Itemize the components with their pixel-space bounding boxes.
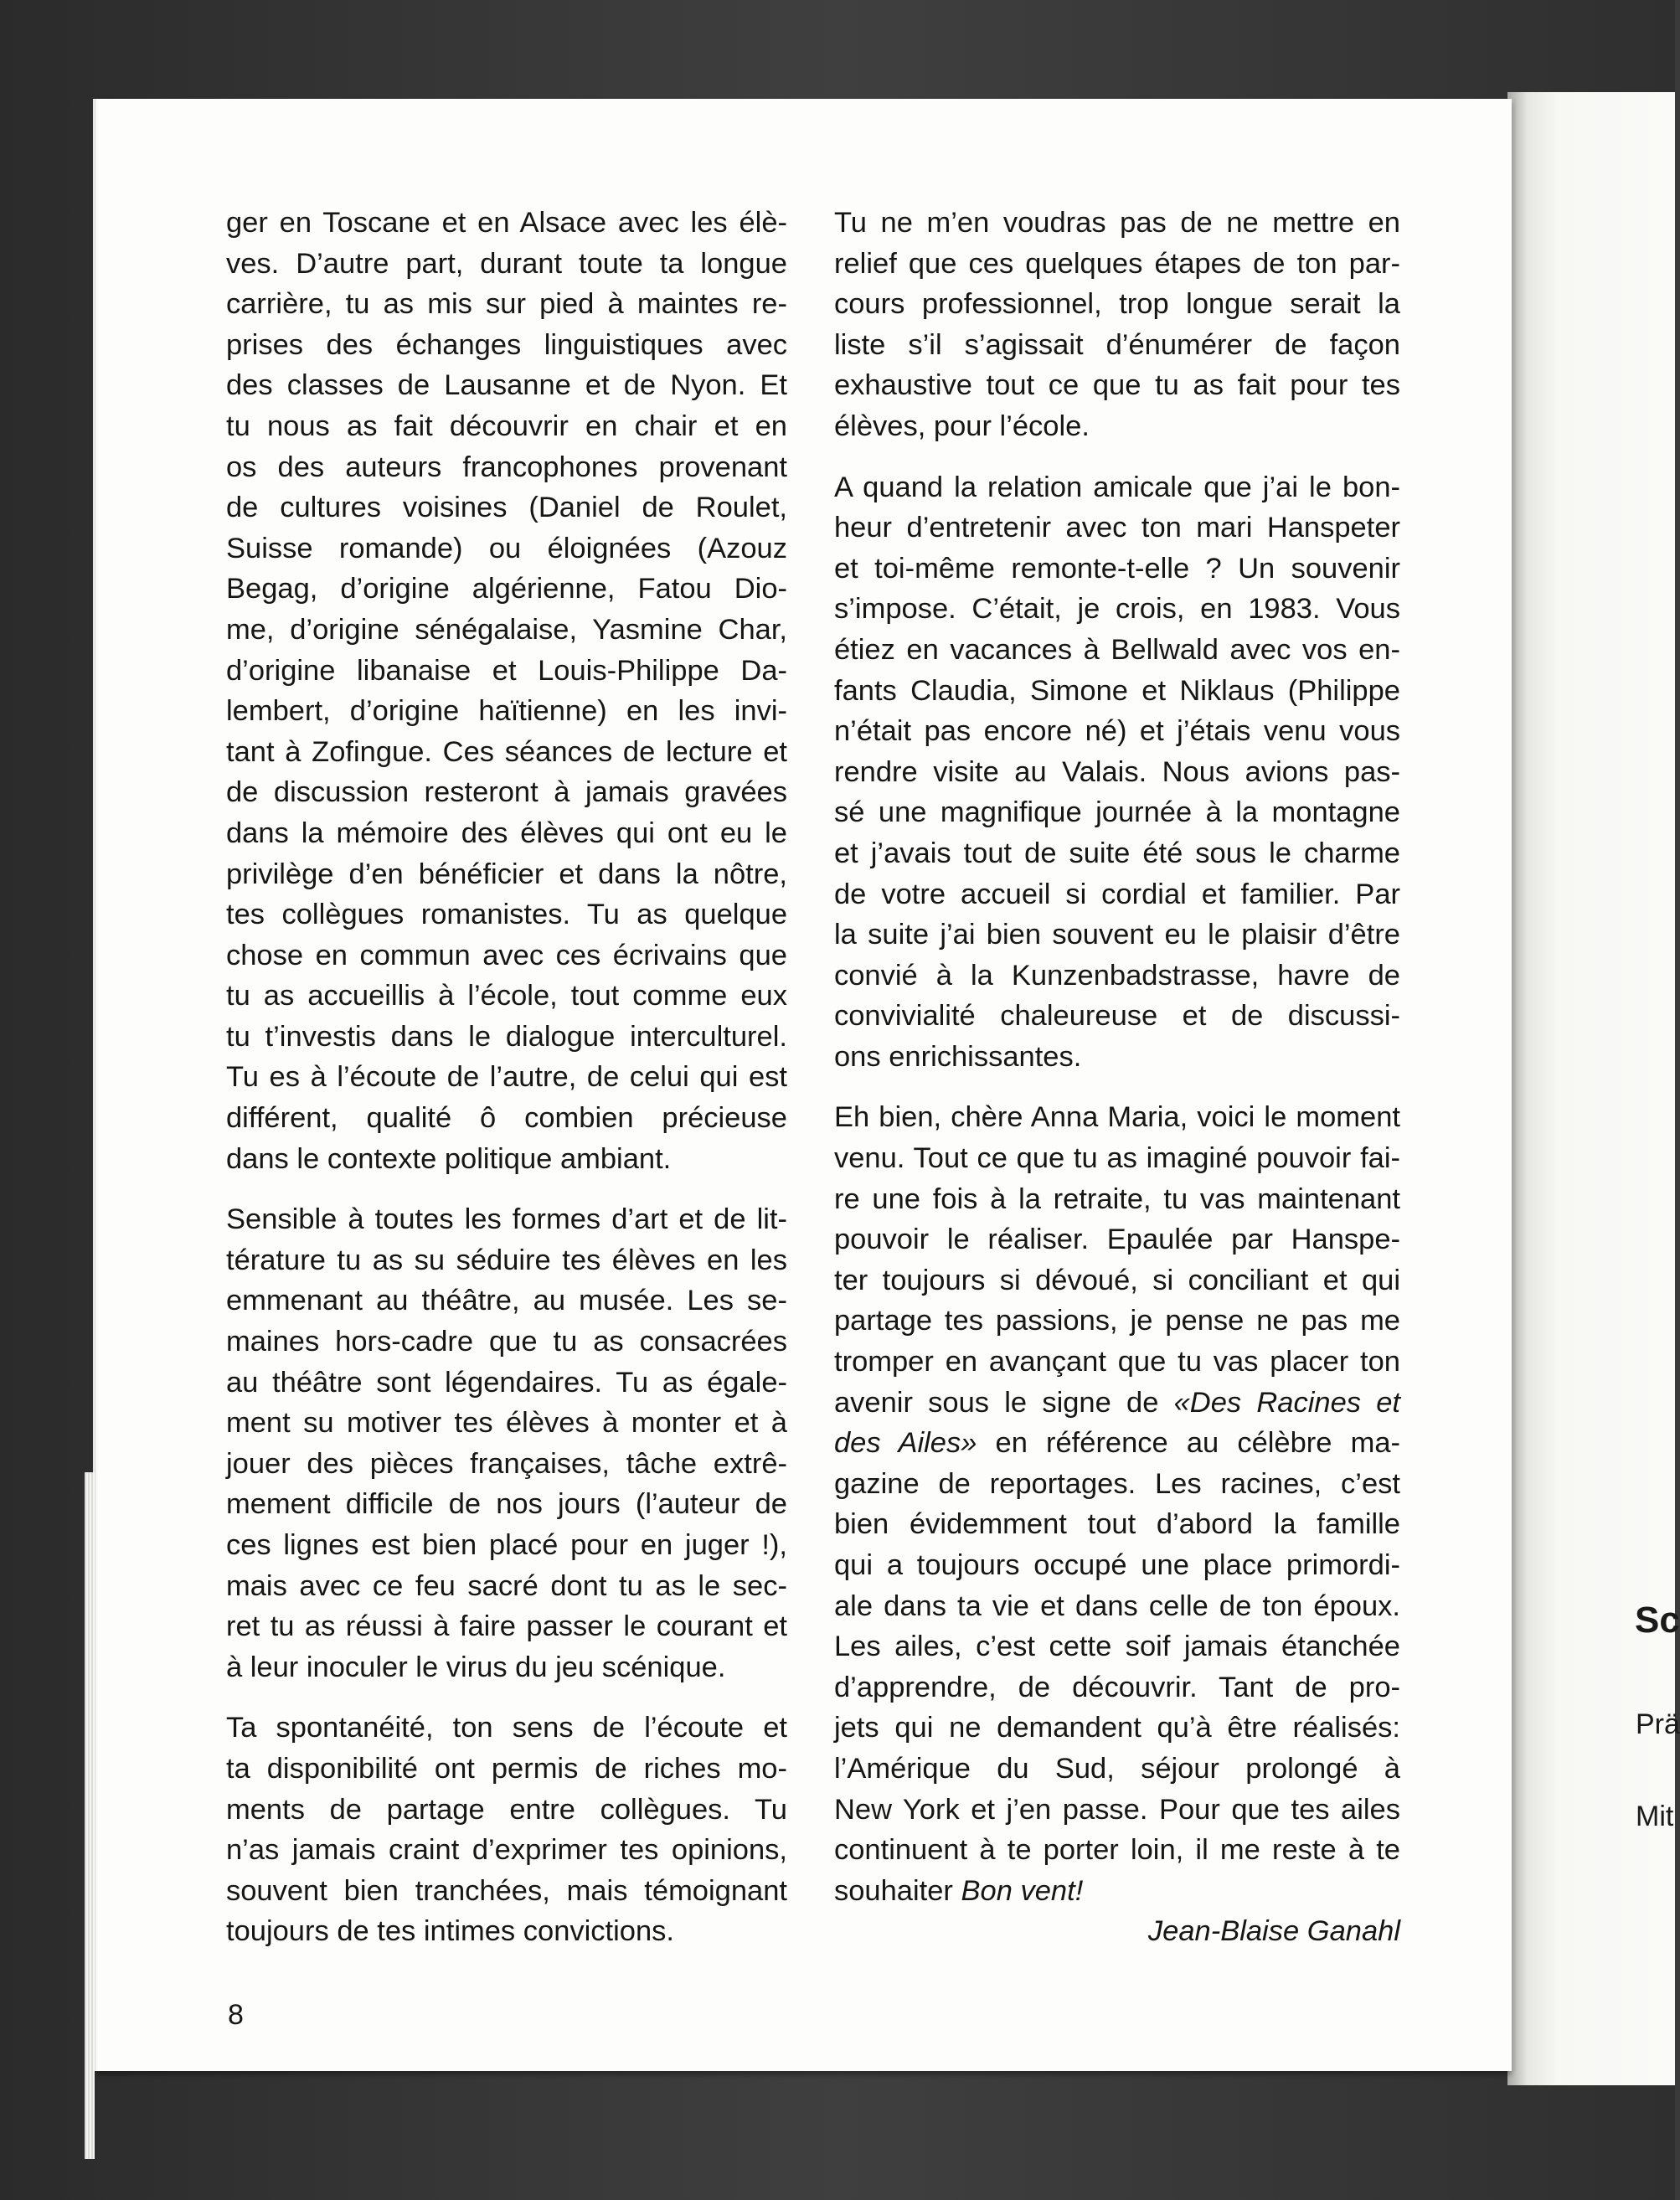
- text-line: convivialité chaleureuse et de discussi-: [834, 1000, 1400, 1033]
- text-line: d’origine libanaise et Louis-Philippe Da-: [226, 654, 787, 687]
- text-line: tromper en avançant que tu vas placer ton: [834, 1346, 1400, 1378]
- text-line: maines hors-cadre que tu as consacrées: [226, 1326, 787, 1358]
- text-line: au théâtre sont légendaires. Tu as égale-: [226, 1366, 787, 1399]
- text-line: chose en commun avec ces écrivains que: [226, 939, 787, 971]
- text-line: élèves, pour l’école.: [834, 410, 1090, 442]
- text-line: ret tu as réussi à faire passer le courant et: [226, 1610, 787, 1643]
- text-line: relief que ces quelques étapes de ton par-: [834, 247, 1400, 280]
- text-line: gazine de reportages. Les racines, c’est: [834, 1467, 1400, 1500]
- text-line: tu t’investis dans le dialogue interculturel.: [226, 1020, 787, 1053]
- text-line: lembert, d’origine haïtienne) en les invi-: [226, 695, 787, 728]
- paragraph: [834, 1097, 1400, 1911]
- text-line: New York et j’en passe. Pour que tes ailes: [834, 1793, 1400, 1826]
- text-line: rendre visite au Valais. Nous avions pas-: [834, 755, 1400, 788]
- text-line: partage tes passions, je pense ne pas me: [834, 1305, 1400, 1337]
- text-line: Eh bien, chère Anna Maria, voici le moment: [834, 1101, 1400, 1134]
- text-line: d’apprendre, de découvrir. Tant de pro-: [834, 1671, 1400, 1703]
- facing-page-text-fragment: Mit: [1636, 1801, 1674, 1832]
- text-line: fants Claudia, Simone et Niklaus (Philippe: [834, 674, 1400, 707]
- text-line: s’impose. C’était, je crois, en 1983. Vous: [834, 593, 1400, 626]
- text-line: à leur inoculer le virus du jeu scénique.: [226, 1651, 726, 1683]
- text-line: ger en Toscane et en Alsace avec les élè-: [226, 207, 787, 239]
- text-line: de discussion resteront à jamais gravées: [226, 776, 787, 809]
- text-line: des classes de Lausanne et de Nyon. Et: [226, 369, 787, 402]
- text-line: térature tu as su séduire tes élèves en les: [226, 1244, 787, 1276]
- text-line: souhaiter Bon vent!: [834, 1874, 1084, 1907]
- right-column: [834, 203, 1400, 1952]
- author-signature: Jean-Blaise Ganahl: [1147, 1915, 1400, 1948]
- text-line: et j’avais tout de suite été sous le charme: [834, 837, 1400, 869]
- text-line: souvent bien tranchées, mais témoignant: [226, 1874, 787, 1907]
- text-line: l’Amérique du Sud, séjour prolongé à: [834, 1752, 1400, 1785]
- text-line: continuent à te porter loin, il me reste à te: [834, 1834, 1400, 1867]
- text-line: dans la mémoire des élèves qui ont eu le: [226, 817, 787, 849]
- text-line: ale dans ta vie et dans celle de ton époux.: [834, 1589, 1400, 1622]
- text-line: de cultures voisines (Daniel de Roulet,: [226, 492, 787, 524]
- text-line: Tu es à l’écoute de l’autre, de celui qui est: [226, 1061, 787, 1094]
- text-line: emmenant au théâtre, au musée. Les se-: [226, 1285, 787, 1317]
- text-line: qui a toujours occupé une place primordi-: [834, 1549, 1400, 1581]
- text-line: re une fois à la retraite, tu vas maintenant: [834, 1182, 1400, 1215]
- text-line: prises des échanges linguistiques avec: [226, 328, 787, 361]
- text-line: étiez en vacances à Bellwald avec vos en-: [834, 633, 1400, 666]
- text-line: tu as accueillis à l’école, tout comme eux: [226, 980, 787, 1012]
- paragraph: [226, 203, 787, 1179]
- paragraph: [834, 467, 1400, 1078]
- text-line: liste s’il s’agissait d’énumérer de façon: [834, 328, 1400, 361]
- text-line: ons enrichissantes.: [834, 1040, 1082, 1073]
- text-line: différent, qualité ô combien précieuse: [226, 1102, 787, 1135]
- text-line: exhaustive tout ce que tu as fait pour tes: [834, 369, 1400, 402]
- text-line: n’était pas encore né) et j’étais venu vous: [834, 715, 1400, 748]
- text-line: de votre accueil si cordial et familier. Par: [834, 878, 1400, 910]
- text-line: heur d’entretenir avec ton mari Hanspeter: [834, 512, 1400, 544]
- text-line: ves. D’autre part, durant toute ta longue: [226, 247, 787, 280]
- text-line: carrière, tu as mis sur pied à maintes re-: [226, 288, 787, 321]
- text-line: A quand la relation amicale que j’ai le bon-: [834, 471, 1400, 503]
- text-line: tes collègues romanistes. Tu as quelque: [226, 899, 787, 931]
- text-line: ter toujours si dévoué, si conciliant et qui: [834, 1264, 1400, 1296]
- text-line: des Ailes» en référence au célèbre ma-: [834, 1427, 1400, 1460]
- facing-page-text-fragment: Prä: [1636, 1708, 1680, 1740]
- paragraph: [226, 1708, 787, 1952]
- text-line: mement difficile de nos jours (l’auteur de: [226, 1488, 787, 1521]
- facing-page: [1507, 92, 1680, 2085]
- text-line: ments de partage entre collègues. Tu: [226, 1793, 787, 1826]
- text-line: n’as jamais craint d’exprimer tes opinions,: [226, 1834, 787, 1867]
- facing-page-heading-fragment: Sc: [1635, 1600, 1680, 1641]
- text-line: Ta spontanéité, ton sens de l’écoute et: [226, 1712, 787, 1744]
- text-line: et toi-même remonte-t-elle ? Un souvenir: [834, 552, 1400, 585]
- text-line: sé une magnifique journée à la montagne: [834, 796, 1400, 829]
- text-line: jets qui ne demandent qu’à être réalisés:: [834, 1712, 1400, 1744]
- paragraph: [834, 203, 1400, 447]
- page-number: 8: [228, 1999, 244, 2031]
- text-line: ta disponibilité ont permis de riches mo-: [226, 1752, 787, 1785]
- text-line: pouvoir le réaliser. Epaulée par Hanspe-: [834, 1224, 1400, 1256]
- text-line: cours professionnel, trop longue serait la: [834, 288, 1400, 321]
- text-line: privilège d’en bénéficier et dans la nôtre,: [226, 858, 787, 890]
- text-line: os des auteurs francophones provenant: [226, 451, 787, 483]
- text-line: me, d’origine sénégalaise, Yasmine Char,: [226, 613, 787, 646]
- page-edge-stack: [85, 1472, 95, 2159]
- text-line: bien évidemment tout d’abord la famille: [834, 1508, 1400, 1541]
- text-line: dans le contexte politique ambiant.: [226, 1142, 672, 1175]
- text-line: la suite j’ai bien souvent eu le plaisir d’être: [834, 919, 1400, 951]
- text-line: ces lignes est bien placé pour en juger !),: [226, 1529, 787, 1561]
- text-line: ment su motiver tes élèves à monter et à: [226, 1407, 787, 1440]
- text-line: Sensible à toutes les formes d’art et de lit-: [226, 1203, 787, 1236]
- text-line: tant à Zofingue. Ces séances de lecture et: [226, 735, 787, 768]
- text-line: Tu ne m’en voudras pas de ne mettre en: [834, 207, 1400, 239]
- text-line: tu nous as fait découvrir en chair et en: [226, 410, 787, 442]
- text-line: jouer des pièces françaises, tâche extrê-: [226, 1447, 787, 1480]
- left-column: [226, 203, 787, 1972]
- paragraph: [226, 1199, 787, 1687]
- text-line: Suisse romande) ou éloignées (Azouz: [226, 532, 787, 564]
- text-line: Les ailes, c’est cette soif jamais étanchée: [834, 1631, 1400, 1663]
- text-line: convié à la Kunzenbadstrasse, havre de: [834, 959, 1400, 992]
- text-line: toujours de tes intimes convictions.: [226, 1915, 675, 1948]
- text-line: venu. Tout ce que tu as imaginé pouvoir fai-: [834, 1142, 1400, 1175]
- text-line: Begag, d’origine algérienne, Fatou Dio-: [226, 573, 787, 605]
- text-line: avenir sous le signe de «Des Racines et: [834, 1386, 1400, 1419]
- text-line: mais avec ce feu sacré dont tu as le sec-: [226, 1569, 787, 1602]
